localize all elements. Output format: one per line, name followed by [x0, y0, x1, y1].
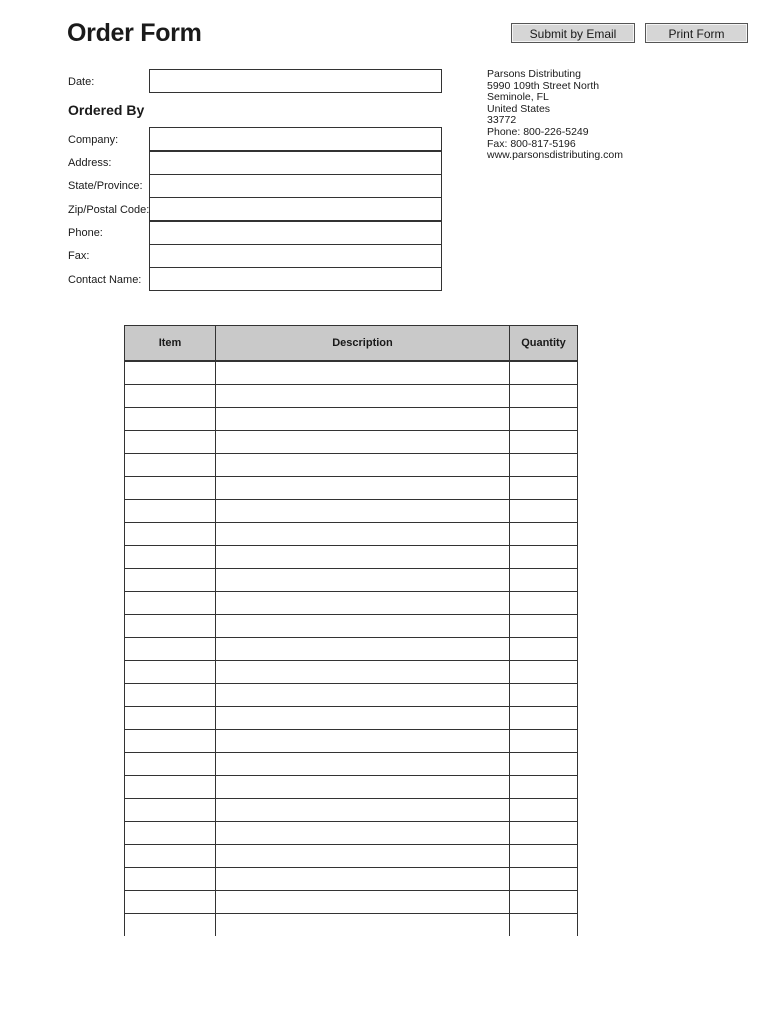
- quantity-cell[interactable]: [510, 385, 578, 408]
- table-row: [125, 500, 578, 523]
- zip-postal-code-label: Zip/Postal Code:: [68, 204, 150, 216]
- quantity-column-header: Quantity: [510, 326, 578, 362]
- quantity-cell[interactable]: [510, 431, 578, 454]
- table-row: [125, 546, 578, 569]
- item-cell[interactable]: [125, 661, 216, 684]
- quantity-cell[interactable]: [510, 730, 578, 753]
- quantity-cell[interactable]: [510, 615, 578, 638]
- table-row: [125, 523, 578, 546]
- company-field[interactable]: [149, 127, 442, 151]
- table-row: [125, 914, 578, 937]
- company-label: Company:: [68, 134, 119, 146]
- item-cell[interactable]: [125, 523, 216, 546]
- table-row: [125, 361, 578, 385]
- item-cell[interactable]: [125, 385, 216, 408]
- address-field[interactable]: [149, 151, 442, 175]
- description-column-header: Description: [216, 326, 510, 362]
- item-cell[interactable]: [125, 914, 216, 937]
- zip-postal-code-field[interactable]: [149, 197, 442, 221]
- quantity-cell[interactable]: [510, 523, 578, 546]
- table-row: [125, 431, 578, 454]
- date-field[interactable]: [149, 69, 442, 93]
- item-cell[interactable]: [125, 799, 216, 822]
- description-cell[interactable]: [216, 454, 510, 477]
- table-row: [125, 408, 578, 431]
- quantity-cell[interactable]: [510, 891, 578, 914]
- description-cell[interactable]: [216, 730, 510, 753]
- description-cell[interactable]: [216, 408, 510, 431]
- table-row: [125, 569, 578, 592]
- vendor-zip: 33772: [487, 114, 517, 127]
- quantity-cell[interactable]: [510, 592, 578, 615]
- item-cell[interactable]: [125, 730, 216, 753]
- description-cell[interactable]: [216, 523, 510, 546]
- contact-name-field[interactable]: [149, 267, 442, 291]
- vendor-street: 5990 109th Street North: [487, 79, 600, 92]
- item-cell[interactable]: [125, 845, 216, 868]
- table-row: [125, 661, 578, 684]
- item-cell[interactable]: [125, 592, 216, 615]
- item-cell[interactable]: [125, 753, 216, 776]
- item-cell[interactable]: [125, 707, 216, 730]
- description-cell[interactable]: [216, 569, 510, 592]
- description-cell[interactable]: [216, 638, 510, 661]
- item-cell[interactable]: [125, 822, 216, 845]
- item-cell[interactable]: [125, 500, 216, 523]
- table-row: [125, 477, 578, 500]
- vendor-name: Parsons Distributing: [487, 68, 581, 80]
- item-cell[interactable]: [125, 776, 216, 799]
- vendor-city: Seminole, FL: [487, 91, 549, 104]
- description-cell[interactable]: [216, 776, 510, 799]
- description-cell[interactable]: [216, 845, 510, 868]
- quantity-cell[interactable]: [510, 546, 578, 569]
- table-row: [125, 776, 578, 799]
- fax-field[interactable]: [149, 244, 442, 268]
- description-cell[interactable]: [216, 914, 510, 937]
- item-cell[interactable]: [125, 477, 216, 500]
- item-cell[interactable]: [125, 454, 216, 477]
- item-cell[interactable]: [125, 638, 216, 661]
- vendor-address-block: [487, 69, 623, 162]
- table-row: [125, 707, 578, 730]
- quantity-cell[interactable]: [510, 500, 578, 523]
- ordered-by-heading: Ordered By: [68, 102, 145, 118]
- table-row: [125, 638, 578, 661]
- table-row: [125, 845, 578, 868]
- table-row: [125, 592, 578, 615]
- item-cell[interactable]: [125, 684, 216, 707]
- item-cell[interactable]: [125, 569, 216, 592]
- quantity-cell[interactable]: [510, 454, 578, 477]
- quantity-cell[interactable]: [510, 799, 578, 822]
- table-row: [125, 385, 578, 408]
- form-title: Order Form: [67, 19, 202, 47]
- table-row: [125, 454, 578, 477]
- table-row: [125, 684, 578, 707]
- table-row: [125, 730, 578, 753]
- quantity-cell[interactable]: [510, 822, 578, 845]
- vendor-country: United States: [487, 102, 551, 115]
- description-cell[interactable]: [216, 707, 510, 730]
- description-cell[interactable]: [216, 592, 510, 615]
- description-cell[interactable]: [216, 615, 510, 638]
- description-cell[interactable]: [216, 661, 510, 684]
- description-cell[interactable]: [216, 753, 510, 776]
- address-label: Address:: [68, 157, 112, 169]
- date-label: Date:: [68, 76, 95, 88]
- description-cell[interactable]: [216, 431, 510, 454]
- quantity-cell[interactable]: [510, 868, 578, 891]
- table-row: [125, 753, 578, 776]
- vendor-fax: Fax: 800-817-5196: [487, 137, 576, 150]
- item-cell[interactable]: [125, 546, 216, 569]
- quantity-cell[interactable]: [510, 661, 578, 684]
- description-cell[interactable]: [216, 385, 510, 408]
- contact-name-label: Contact Name:: [68, 274, 142, 286]
- vendor-phone: Phone: 800-226-5249: [487, 125, 589, 138]
- item-cell[interactable]: [125, 408, 216, 431]
- quantity-cell[interactable]: [510, 845, 578, 868]
- print-form-button[interactable]: Print Form: [645, 23, 748, 43]
- item-cell[interactable]: [125, 615, 216, 638]
- table-row: [125, 868, 578, 891]
- description-cell[interactable]: [216, 500, 510, 523]
- description-cell[interactable]: [216, 891, 510, 914]
- table-row: [125, 799, 578, 822]
- quantity-cell[interactable]: [510, 914, 578, 937]
- item-column-header: Item: [125, 326, 216, 362]
- state-province-label: State/Province:: [68, 180, 143, 192]
- item-cell[interactable]: [125, 868, 216, 891]
- state-province-field[interactable]: [149, 174, 442, 198]
- quantity-cell[interactable]: [510, 408, 578, 431]
- items-table: [124, 325, 578, 936]
- table-row: [125, 891, 578, 914]
- item-cell[interactable]: [125, 891, 216, 914]
- description-cell[interactable]: [216, 684, 510, 707]
- description-cell[interactable]: [216, 799, 510, 822]
- phone-field[interactable]: [149, 221, 442, 245]
- quantity-cell[interactable]: [510, 477, 578, 500]
- quantity-cell[interactable]: [510, 361, 578, 385]
- quantity-cell[interactable]: [510, 776, 578, 799]
- quantity-cell[interactable]: [510, 684, 578, 707]
- submit-by-email-button[interactable]: Submit by Email: [511, 23, 635, 43]
- description-cell[interactable]: [216, 477, 510, 500]
- quantity-cell[interactable]: [510, 707, 578, 730]
- table-row: [125, 615, 578, 638]
- quantity-cell[interactable]: [510, 753, 578, 776]
- items-header-row: [125, 326, 578, 362]
- fax-label: Fax:: [68, 250, 90, 262]
- phone-label: Phone:: [68, 227, 103, 239]
- description-cell[interactable]: [216, 822, 510, 845]
- vendor-website: www.parsonsdistributing.com: [487, 149, 623, 162]
- item-cell[interactable]: [125, 431, 216, 454]
- description-cell[interactable]: [216, 868, 510, 891]
- item-cell[interactable]: [125, 361, 216, 385]
- quantity-cell[interactable]: [510, 638, 578, 661]
- description-cell[interactable]: [216, 361, 510, 385]
- quantity-cell[interactable]: [510, 569, 578, 592]
- description-cell[interactable]: [216, 546, 510, 569]
- table-row: [125, 822, 578, 845]
